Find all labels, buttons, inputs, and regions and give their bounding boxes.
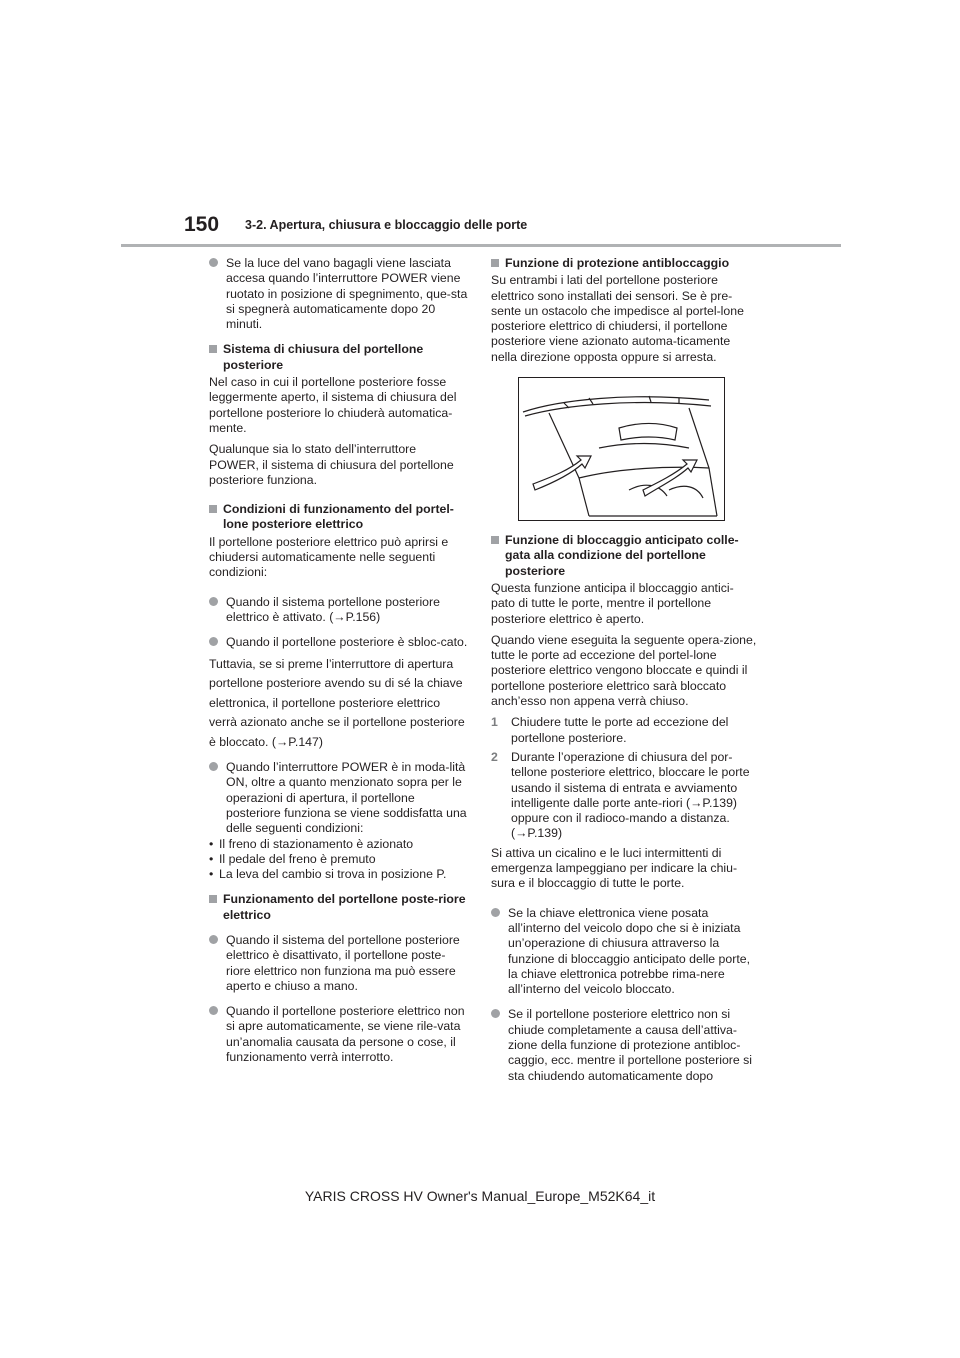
right-column <box>491 256 757 1094</box>
tailgate-illustration-svg <box>519 378 724 520</box>
bullet-icon <box>491 1009 500 1018</box>
bullet-item: Se il portellone posteriore elettrico non si chiude completamente a causa dell’attiva-zione della funzione di protezione antibloc-caggio, ecc. mentre il portellone posteriore si sta chiudendo automaticamente dopo <box>491 1007 757 1083</box>
condition-list <box>209 837 469 883</box>
step-item: 1 Chiudere tutte le porte ad eccezione del portellone posteriore. <box>491 715 729 745</box>
bullet-icon <box>209 597 218 606</box>
paragraph: Tuttavia, se si preme l’interruttore di apertura portellone posteriore avendo su di sé la chiave elettronica, il portellone posteriore elettrico verrà azionato anche se il portellone posteriore è bloccato. (→P.147) <box>209 656 465 749</box>
step-number: 1 <box>491 715 498 730</box>
square-icon <box>209 895 217 903</box>
bullet-icon <box>209 1006 218 1015</box>
list-item: • La leva del cambio si trova in posizione P. <box>209 867 469 882</box>
page-footer: YARIS CROSS HV Owner's Manual_Europe_M52K64_it <box>304 1188 656 1204</box>
bullet-icon <box>209 935 218 944</box>
bullet-item: Quando il sistema portellone posteriore elettrico è attivato. (→P.156) <box>209 595 469 626</box>
bullet-item: Quando il portellone posteriore elettrico non si apre automaticamente, se viene rile-vata un’anomalia causata da persone o cose, il funzionamento verrà interrotto. <box>209 1004 469 1065</box>
square-icon <box>209 345 217 353</box>
subsection-heading: Condizioni di funzionamento del portel-lone posteriore elettrico <box>209 502 469 533</box>
tailgate-sensor-illustration <box>518 377 725 521</box>
bullet-item: Se la luce del vano bagagli viene lasciata accesa quando l’interruttore POWER viene ruotato in posizione di spegnimento, que-sta si spegnerà automaticamente dopo 20 minuti. <box>209 256 469 332</box>
subsection-heading: Sistema di chiusura del portellone posteriore <box>209 342 469 373</box>
square-icon <box>491 536 499 544</box>
bullet-item: Se la chiave elettronica viene posata all’interno del veicolo dopo che si è iniziata un’operazione di chiusura attraverso la funzione di bloccaggio anticipato delle porte, la chiave elettronica potrebbe rima-nere all’interno del veicolo bloccato. <box>491 906 757 998</box>
bullet-icon <box>209 637 218 646</box>
step-item: 2 Durante l’operazione di chiusura del por-tellone posteriore elettrico, bloccare le porte usando il sistema di entrata e avviamento intelligente dalle porte ante-riori (→P.139) oppure con il radioco-mando a distanza. (→P.139) <box>491 749 750 841</box>
list-item: • Il pedale del freno è premuto <box>209 852 469 867</box>
left-column <box>209 256 469 1075</box>
subsection-heading: Funzione di bloccaggio anticipato colle-gata alla condizione del portellone posteriore <box>491 533 757 579</box>
paragraph: Quando viene eseguita la seguente opera-zione, tutte le porte ad eccezione del portel-lone posteriore elettrico vengono bloccate e quindi il portellone posteriore elettrico sarà bloccato anch’esso non appena verrà chiuso. <box>491 632 757 709</box>
square-icon <box>209 505 217 513</box>
header-divider <box>121 244 841 247</box>
subsection-heading: Funzionamento del portellone poste-riore elettrico <box>209 892 469 923</box>
section-title: 3-2. Apertura, chiusura e bloccaggio delle porte <box>245 218 528 232</box>
paragraph: Il portellone posteriore elettrico può aprirsi e chiudersi automaticamente nelle seguenti condizioni: <box>209 534 449 580</box>
square-icon <box>491 259 499 267</box>
subsection-heading: Funzione di protezione antibloccaggio <box>491 256 757 271</box>
list-item: • Il freno di stazionamento è azionato <box>209 837 469 852</box>
bullet-item: Quando il portellone posteriore è sbloc-cato. <box>209 635 469 650</box>
bullet-icon <box>491 908 500 917</box>
paragraph: Qualunque sia lo stato dell’interruttore POWER, il sistema di chiusura del portellone posteriore funziona. <box>209 442 454 487</box>
bullet-icon <box>209 258 218 267</box>
paragraph: Su entrambi i lati del portellone posteriore elettrico sono installati dei sensori. Se è pre-sente un ostacolo che impedisce al portel-lone posteriore elettrico di chiudersi, il portellone posteriore viene azionato automa-ticamente nella direzione opposta oppure si arresta. <box>491 273 744 364</box>
page-number: 150 <box>184 213 220 236</box>
bullet-item: Quando il sistema del portellone posteriore elettrico è disattivato, il portellone poste-riore elettrico non funziona ma può essere aperto e chiuso a mano. <box>209 933 469 994</box>
step-number: 2 <box>491 749 498 764</box>
bullet-item: Quando l’interruttore POWER è in moda-lità ON, oltre a quanto menzionato sopra per le operazioni di apertura, il portellone posteriore funziona se viene soddisfatta una delle seguenti condizioni: <box>209 760 469 836</box>
bullet-icon <box>209 762 218 771</box>
paragraph: Questa funzione anticipa il bloccaggio antici-pato di tutte le porte, mentre il portellone posteriore elettrico è aperto. <box>491 580 734 626</box>
paragraph: Nel caso in cui il portellone posteriore fosse leggermente aperto, il sistema di chiusura del portellone posteriore lo chiuderà automatica-mente. <box>209 375 457 435</box>
paragraph: Si attiva un cicalino e le luci intermittenti di emergenza lampeggiano per indicare la chiu-sura e il bloccaggio di tutte le porte. <box>491 845 738 891</box>
